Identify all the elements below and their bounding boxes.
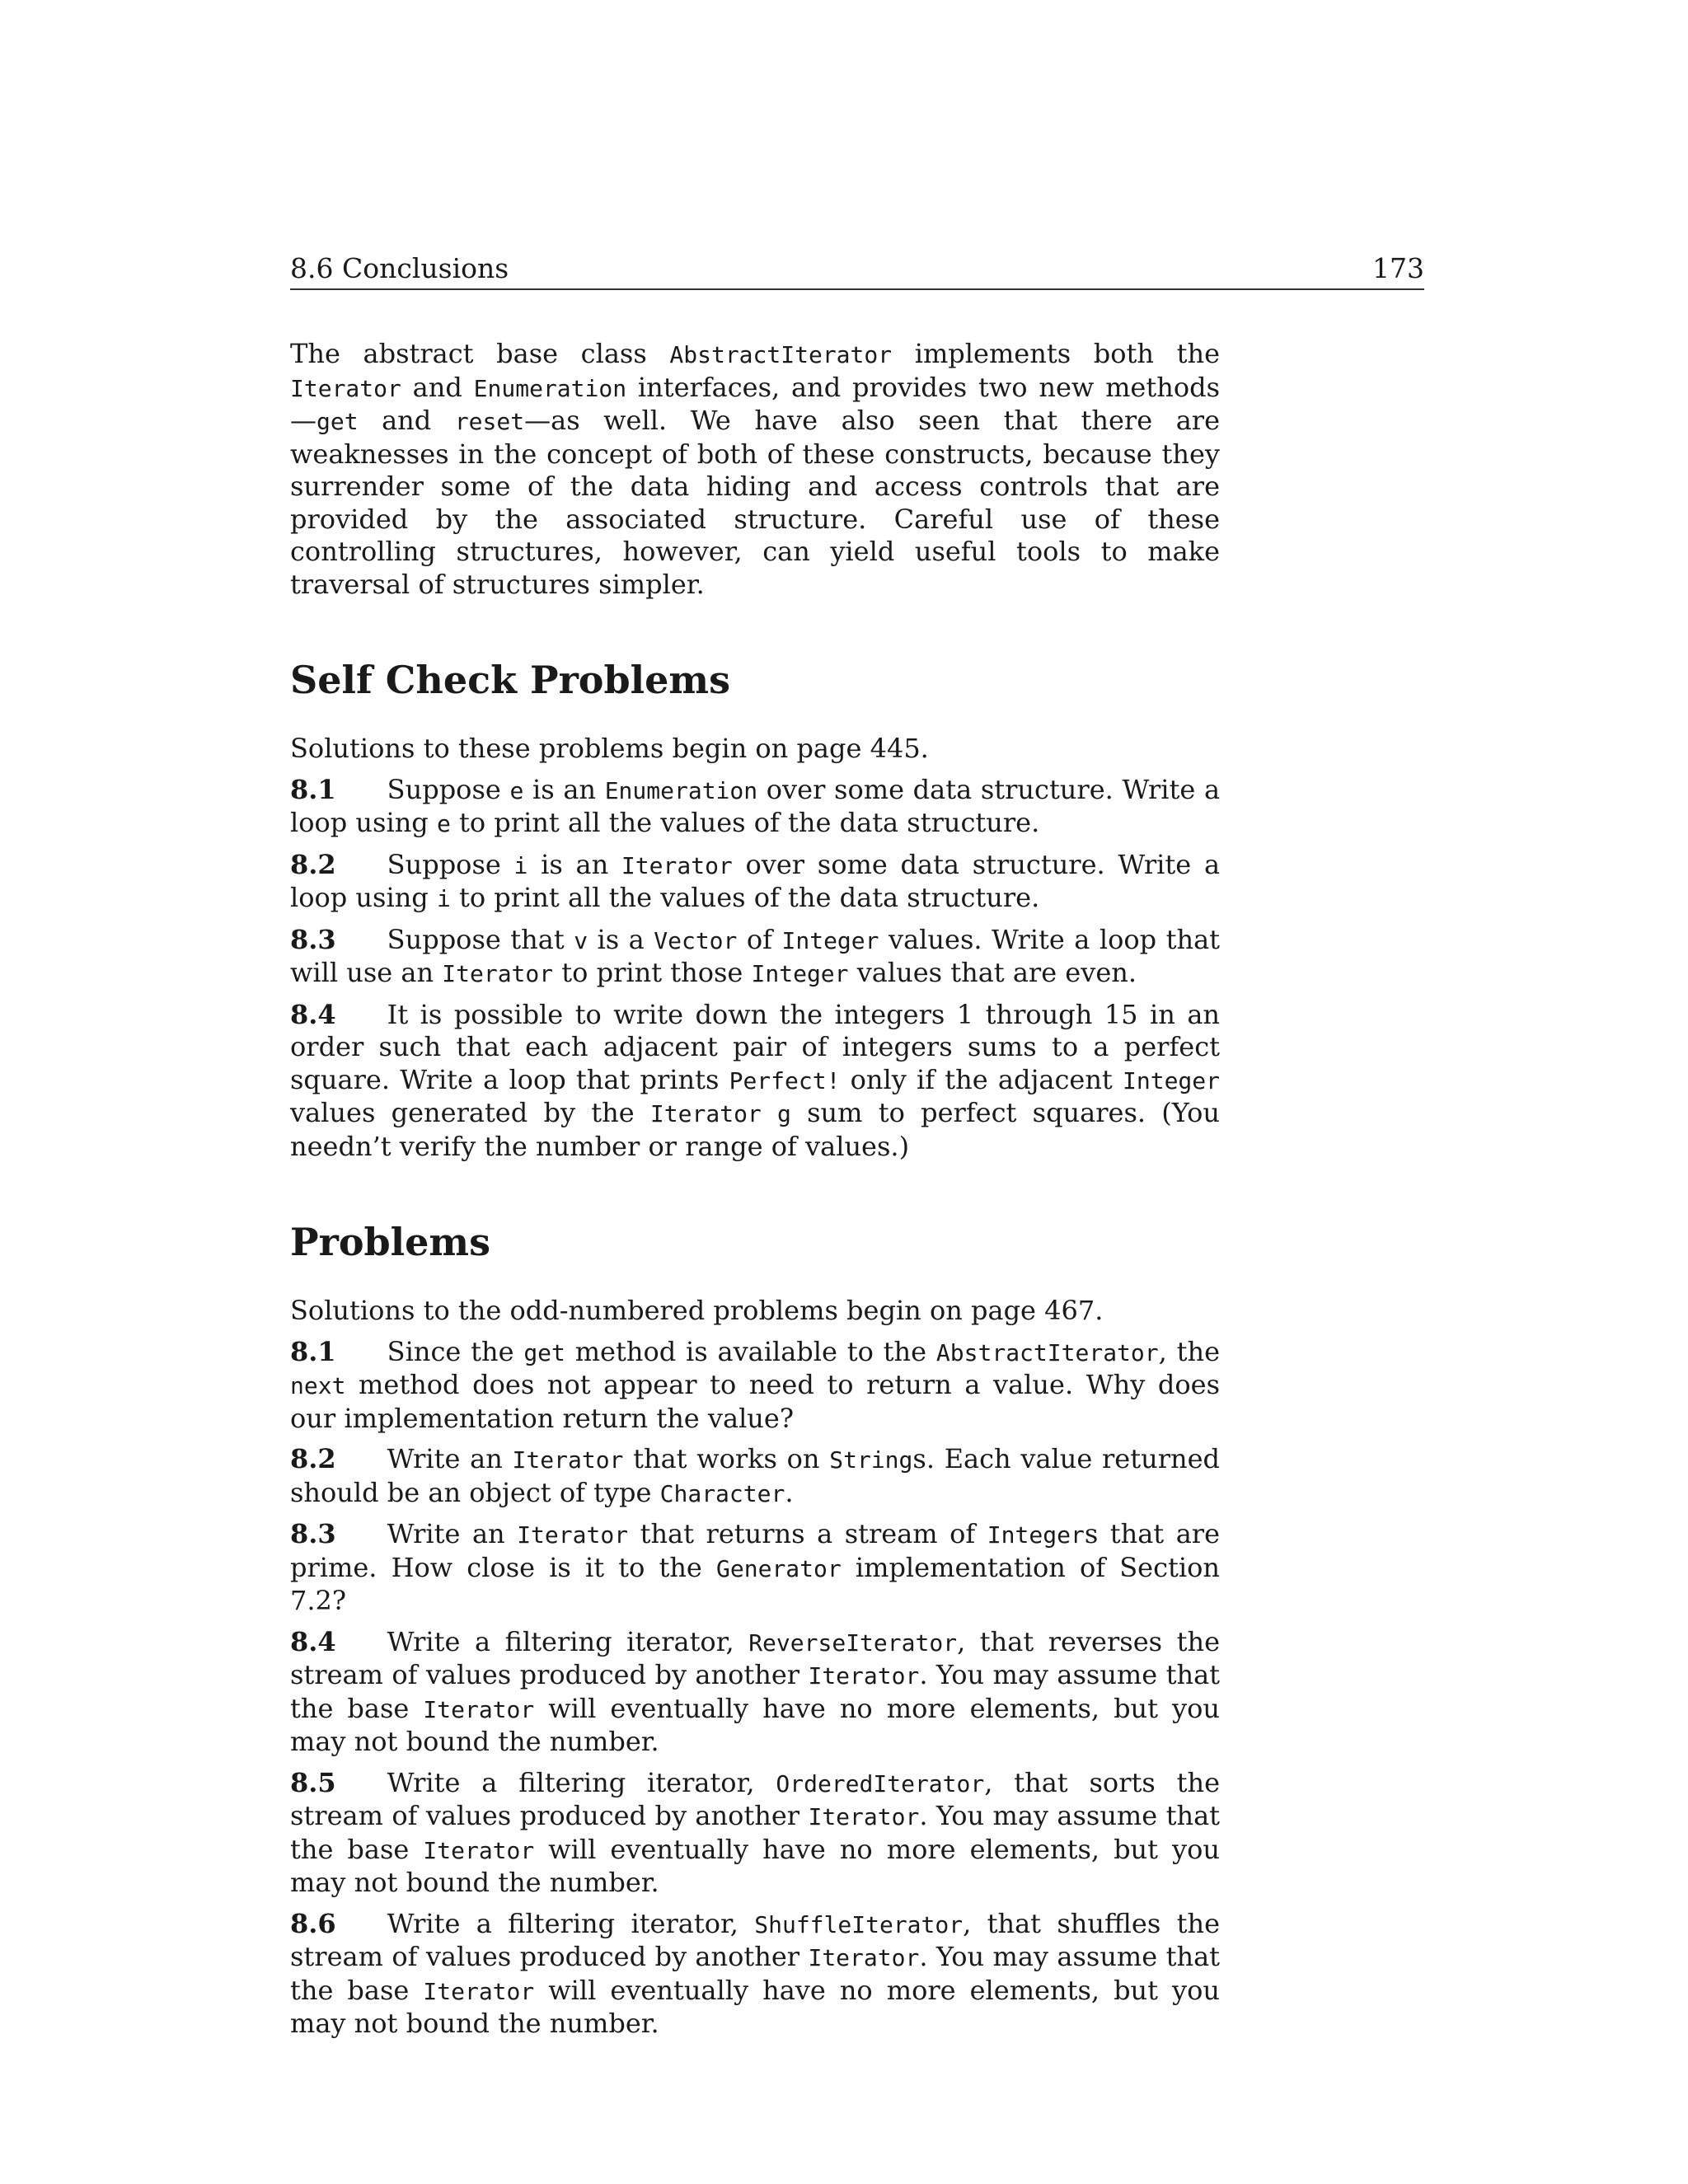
text-run: values that are even. [848,957,1137,988]
inline-code: Integer [751,960,849,987]
inline-code: Integer [987,1521,1085,1549]
inline-code: String [829,1446,913,1474]
text-run: sum to perfect squares. (You needn’t verify the number or range of values.) [290,1097,1221,1162]
text-run: and [358,405,455,436]
inline-code: ReverseIterator [748,1629,958,1657]
text-run: Suppose [387,773,510,805]
problem-item [290,999,1220,1164]
inline-code: Iterator [808,1944,920,1971]
inline-code: Iterator [442,960,554,987]
inline-code: Perfect! [729,1066,841,1094]
inline-code: next [290,1372,346,1399]
problem-number: 8.6 [290,1907,336,1939]
running-header [290,252,1424,290]
text-run: will eventually have no more elements, but you may not bound the number. [290,1833,1221,1898]
text-run: Write an [387,1443,513,1474]
problem-item [290,1626,1220,1759]
inline-code: i [513,851,528,879]
text-run: and [401,371,474,403]
inline-code: Generator [716,1554,842,1582]
inline-code: Integer [781,926,879,954]
self-check-list [290,774,1220,1164]
problem-number: 8.4 [290,998,336,1030]
text-run: only if the adjacent [840,1063,1123,1095]
text-run: will eventually have no more elements, but you may not bound the number. [290,1692,1221,1757]
text-run: is an [528,848,621,880]
inline-code: Iterator [649,1100,762,1127]
inline-code: AbstractIterator [935,1338,1159,1366]
inline-code: Iterator [290,374,401,402]
inline-code: Iterator [423,1977,535,2005]
problem-item [290,774,1220,841]
text-run: that works on [623,1443,830,1474]
text-run [762,1097,777,1128]
text-run: is a [588,923,654,955]
problem-number: 8.2 [290,848,336,880]
text-run: Suppose that [387,923,574,955]
problem-item [290,924,1220,991]
text-run: The abstract base class [290,338,670,369]
problem-number: 8.1 [290,1335,336,1367]
problems-heading: Problems [290,1220,490,1264]
inline-code: g [777,1100,791,1127]
text-run: method does not appear to need to return a value. Why does our implementation return the value? [290,1369,1220,1434]
text-run: , that shuffles the stream of values produced by another [290,1907,1221,1972]
page-content [290,338,1220,2049]
inline-code: Enumeration [604,776,758,804]
inline-code: ShuffleIterator [754,1910,964,1938]
inline-code: Integer [1123,1066,1221,1094]
inline-code: v [574,926,588,954]
text-run: method is available to the [565,1335,936,1367]
problems-list [290,1336,1220,2041]
problem-item [290,1443,1220,1510]
problem-item [290,1908,1220,2041]
problem-item [290,1336,1220,1436]
text-run: to print those [553,957,752,988]
problem-number: 8.3 [290,1518,336,1549]
text-run: is an [523,773,605,805]
text-run: , that sorts the stream of values produced by another [290,1766,1221,1831]
inline-code: get [316,408,359,435]
text-run: to print all the values of the data structure. [450,882,1040,913]
text-run: . [785,1476,794,1508]
inline-code: AbstractIterator [669,341,893,368]
inline-code: Enumeration [473,374,627,402]
conclusion-paragraph [290,338,1220,601]
text-run: —as well. We have also seen that there are weaknesses in the concept of both of these constructs, because they surrender some of the data hiding and access controls that are provided by the associated structure. Careful use of these controlling structures, however, can yield useful tools to make traversal of structures simpler. [290,405,1221,600]
inline-code: i [436,885,451,912]
inline-code: get [523,1338,565,1366]
text-run: values generated by the [290,1097,650,1128]
text-run: over some data structure. Write a loop using [290,773,1221,838]
problem-number: 8.1 [290,773,336,805]
problem-number: 8.4 [290,1625,336,1657]
text-run: will eventually have no more elements, but you may not bound the number. [290,1974,1221,2039]
inline-code: OrderedIterator [776,1769,985,1797]
problem-item [290,1767,1220,1900]
text-run: interfaces, and provides two new methods— [290,371,1221,436]
text-run: s. Each value returned should be an object of type [290,1443,1221,1508]
inline-code: Iterator [517,1521,629,1549]
inline-code: Iterator [423,1836,535,1864]
text-run: s that are prime. How close is it to the [290,1518,1221,1583]
problem-number: 8.3 [290,923,336,955]
self-check-intro: Solutions to these problems begin on page 445. [290,733,929,764]
inline-code: Character [659,1479,785,1507]
inline-code: Iterator [512,1446,624,1474]
inline-code: e [436,810,451,837]
text-run: over some data structure. Write a loop using [290,848,1221,913]
problems-intro: Solutions to the odd-numbered problems begin on page 467. [290,1295,1104,1326]
inline-code: Iterator [808,1662,920,1690]
section-title: 8.6 Conclusions [290,252,509,284]
problem-item [290,849,1220,916]
text-run: It is possible to write down the integers 1 through 15 in an order such that each adjacent pair of integers sums to a perfect square. Write a loop that prints [290,998,1220,1095]
text-run: . You may assume that the base [290,1800,1221,1865]
text-run: Write an [387,1518,518,1549]
text-run: . You may assume that the base [290,1659,1221,1724]
text-run: to print all the values of the data structure. [450,807,1040,838]
inline-code: Iterator [621,851,733,879]
self-check-heading: Self Check Problems [290,658,730,702]
inline-code: e [509,776,524,804]
problem-number: 8.2 [290,1443,336,1474]
inline-code: Iterator [423,1695,535,1723]
text-run: Since the [387,1335,524,1367]
problem-number: 8.5 [290,1766,336,1798]
text-run: Write a filtering iterator, [387,1625,749,1657]
text-run: of [737,923,782,955]
text-run: Write a filtering iterator, [387,1907,755,1939]
text-run: . You may assume that the base [290,1941,1221,2006]
inline-code: Vector [654,926,738,954]
text-run: Suppose [387,848,514,880]
text-run: implementation of Section 7.2? [290,1551,1221,1616]
text-run: implements both the [892,338,1221,369]
text-run: values. Write a loop that will use an [290,923,1221,988]
text-run: , the [1158,1335,1221,1367]
inline-code: Iterator [808,1803,920,1830]
text-run: , that reverses the stream of values produced by another [290,1625,1221,1690]
problem-item [290,1518,1220,1618]
page-number: 173 [1372,252,1424,284]
text-run: that returns a stream of [628,1518,987,1549]
inline-code: reset [454,408,525,435]
text-run: Write a filtering iterator, [387,1766,776,1798]
